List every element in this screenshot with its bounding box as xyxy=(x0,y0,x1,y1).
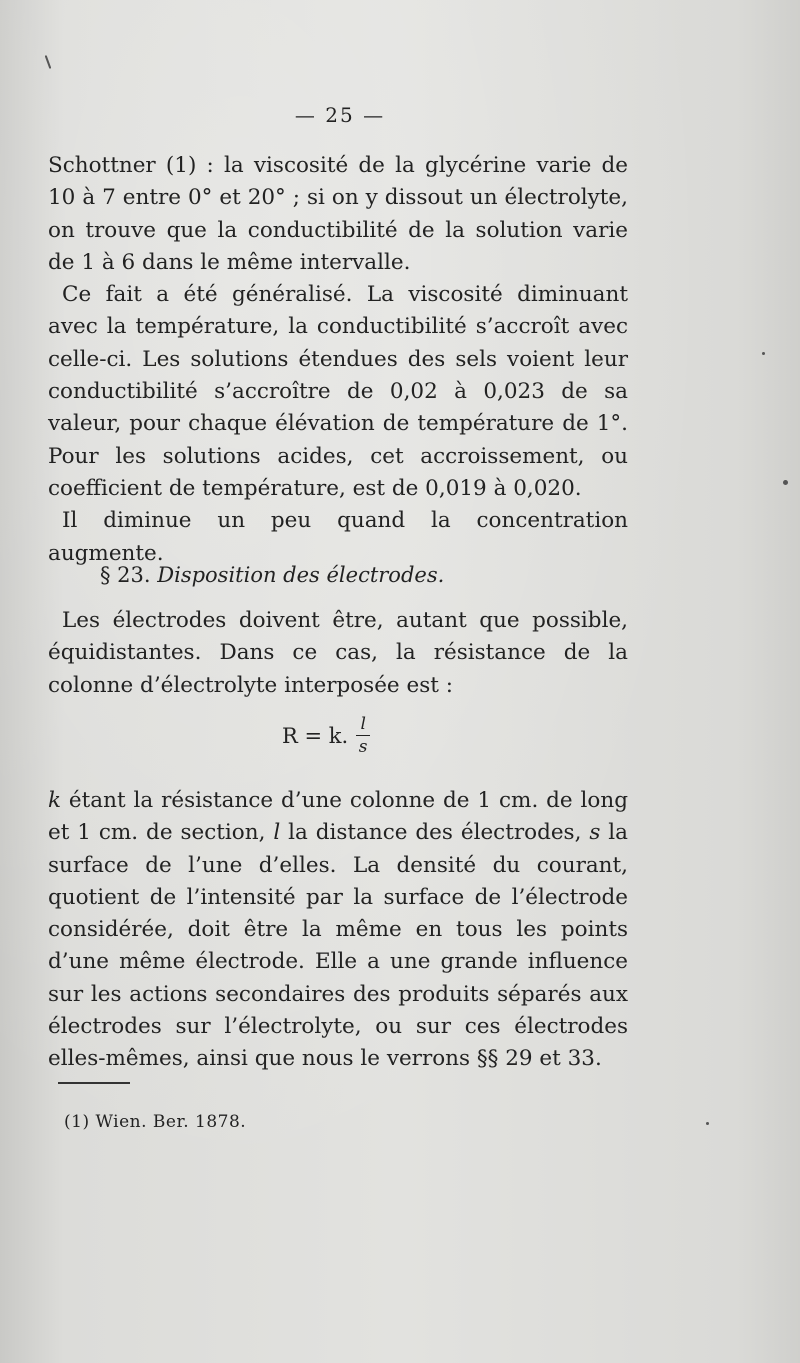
body-text-lower xyxy=(48,785,628,1076)
var-l: l xyxy=(273,820,281,846)
body-text-electrodes xyxy=(48,605,628,702)
text-part3: la surface de l’une d’elles. La densité du courant, quotient de l’intensité par la surface de l’électrode considérée, doit être la même en tous les points d’une même électrode. Elle a une grande influence sur les actions secondaires des produits séparés aux électrodes sur l’électrolyte, ou sur ces électrodes elles-mêmes, ainsi que nous le verrons §§ 29 et 33. xyxy=(48,820,629,1072)
paragraph-current-density xyxy=(48,785,628,1076)
body-text-upper xyxy=(48,150,628,570)
text-part1: étant la résistance d’une colonne de 1 cm. de long et 1 cm. de section, xyxy=(48,788,628,846)
formula-fraction xyxy=(356,715,370,756)
formula-numerator: l xyxy=(360,714,366,734)
paragraph-temperature: Ce fait a été généralisé. La viscosité diminuant avec la température, la conductibilité s’accroît avec celle-ci. Les solutions étendues des sels voient leur conductibilité s’accroître de 0,02 à 0,023 de sa valeur, pour chaque élévation de température de 1°. Pour les solutions acides, cet accroissement, ou coefficient de température, est de 0,019 à 0,020. xyxy=(48,282,628,501)
section-number: § 23. xyxy=(100,563,151,587)
formula-lhs: R = k. xyxy=(282,723,349,748)
paper-speck xyxy=(783,480,788,485)
text-part2: la distance des électrodes, xyxy=(280,820,590,846)
var-s: s xyxy=(589,820,601,846)
page-number: — 25 — xyxy=(294,103,386,127)
paper-speck xyxy=(706,1122,709,1125)
section-heading xyxy=(100,563,444,587)
footnote-divider xyxy=(58,1082,130,1084)
footnote: (1) Wien. Ber. 1878. xyxy=(64,1112,247,1132)
section-title: Disposition des électrodes. xyxy=(157,563,445,587)
var-k: k xyxy=(48,788,62,813)
paragraph-schottner: Schottner (1) : la viscosité de la glycérine varie de 10 à 7 entre 0° et 20° ; si on y dissout un électrolyte, on trouve que la conductibilité de la solution varie de 1 à 6 dans le même intervalle. xyxy=(48,153,628,275)
paper-mark xyxy=(45,55,52,69)
fraction-bar xyxy=(356,735,370,736)
resistance-formula xyxy=(282,715,370,756)
paragraph-electrodes: Les électrodes doivent être, autant que possible, équidistantes. Dans ce cas, la résistance de la colonne d’électrolyte interposée est : xyxy=(48,608,628,698)
paragraph-concentration: Il diminue un peu quand la concentration augmente. xyxy=(48,508,628,566)
formula-denominator: s xyxy=(358,737,368,757)
paper-speck xyxy=(762,352,765,355)
